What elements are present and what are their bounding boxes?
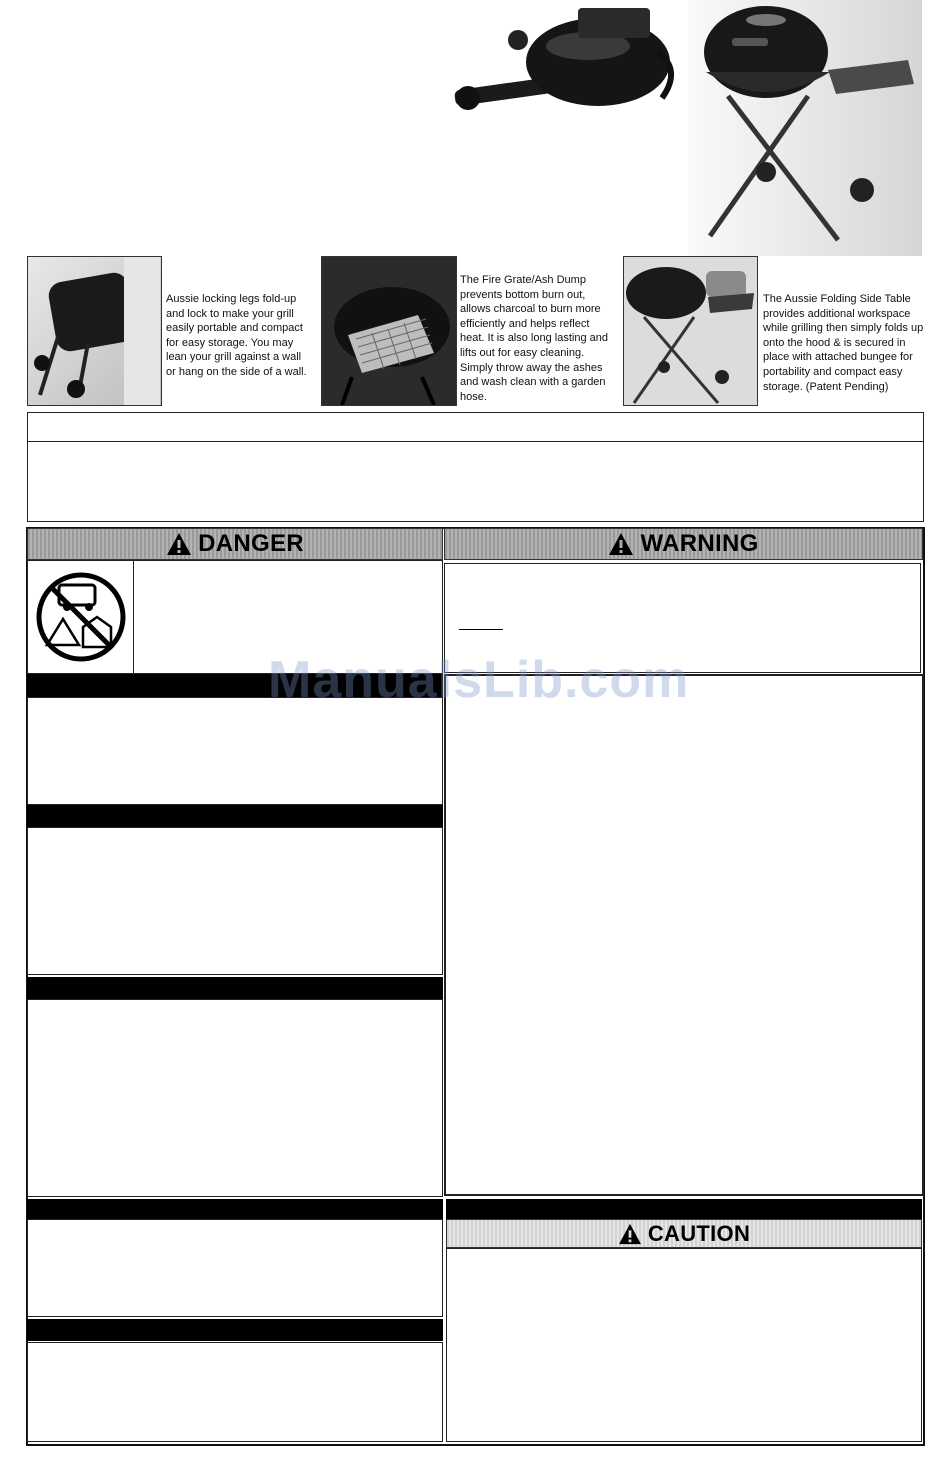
section-box-3: [27, 999, 443, 1197]
intro-box-body: [27, 441, 924, 522]
fire-grate-caption: The Fire Grate/Ash Dump prevents bottom burn out, allows charcoal to burn more efficiently and helps reflect heat. It is also long lasting and lifts out for easy cleaning. Simply throw away the ashes and wash clean with a garden hose.: [460, 274, 608, 403]
fire-grate-photo: [321, 256, 457, 406]
section-box-1: [27, 697, 443, 805]
locking-legs-photo: [27, 256, 162, 406]
side-table-photo: [623, 256, 758, 406]
open-grill-photo: [688, 0, 922, 256]
warning-header: [444, 528, 923, 560]
watermark: ManualsLib.com: [268, 651, 690, 709]
caution-text-box: [446, 1248, 922, 1442]
danger-icon-box: [27, 560, 134, 674]
warning-label: WARNING: [640, 530, 759, 557]
warning-triangle-icon: [166, 532, 192, 556]
section-box-4: [27, 1219, 443, 1317]
caution-label: CAUTION: [647, 1220, 751, 1246]
locking-legs-caption: Aussie locking legs fold-up and lock to make your grill easily portable and compact for easy storage. You may lean your grill against a wall or hang on the side of a wall.: [166, 293, 307, 378]
section-bar-2: [27, 805, 443, 827]
section-bar-3: [27, 977, 443, 999]
section-bar-6: [446, 1199, 922, 1219]
section-box-5: [27, 1342, 443, 1442]
intro-box-header: [27, 412, 924, 442]
folded-grill-photo: [448, 0, 688, 122]
section-bar-4: [27, 1199, 443, 1219]
no-indoor-use-icon: [35, 571, 127, 663]
danger-label: DANGER: [198, 530, 304, 557]
section-bar-5: [27, 1319, 443, 1341]
underline-mark: [459, 629, 503, 630]
danger-header: [27, 528, 443, 560]
caution-header: [446, 1219, 922, 1248]
warning-triangle-icon: [608, 532, 634, 556]
section-box-2: [27, 827, 443, 975]
right-column-box: [444, 674, 924, 1196]
side-table-caption: The Aussie Folding Side Table provides additional workspace while grilling then simply folds up onto the hood & is secured in place with attached bungee for portability and compact easy storage. (Patent Pending): [763, 293, 924, 393]
warning-triangle-icon: [618, 1223, 642, 1245]
